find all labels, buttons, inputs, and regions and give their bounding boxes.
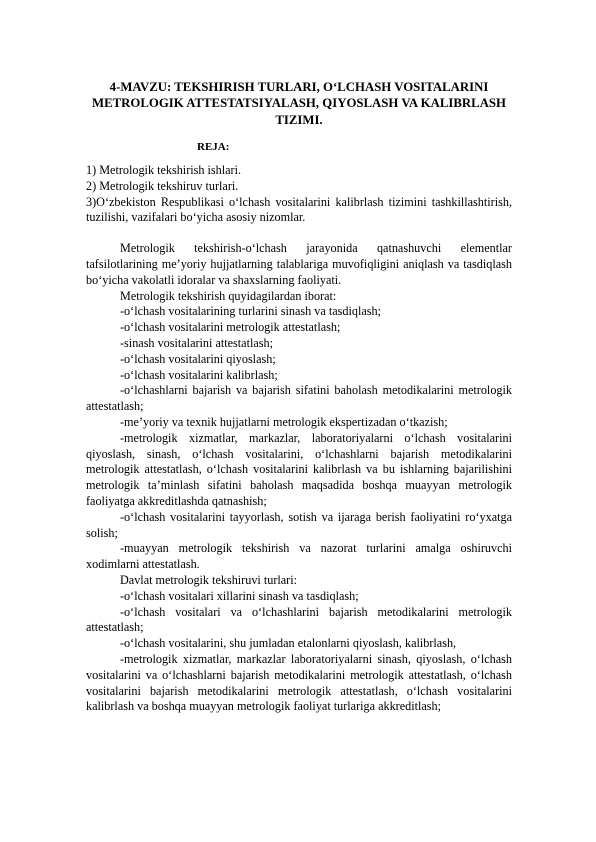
document-title: 4-MAVZU: TEKSHIRISH TURLARI, O‘LCHASH VOSITALARINI METROLOGIK ATTESTATSIYALASH, QIYOSLASH VA KALIBRLASH TIZIMI. [91, 80, 507, 127]
list-item: -o‘lchash vositalarini tayyorlash, sotish va ijaraga berish faoliyatini ro‘yxatga solish; [86, 509, 512, 540]
paragraph: Metrologik tekshirish-o‘lchash jarayonida qatnashuvchi elementlar tafsilotlarining me’yoriy hujjatlarning talablariga muvofiqligini aniqlash va tasdiqlash bo‘yicha vakolatli idoralar va shaxslarning faoliyati. [86, 241, 512, 287]
document-body [86, 163, 512, 715]
list-item: -sinash vositalarini attestatlash; [120, 335, 273, 350]
list-item: -metrologik xizmatlar, markazlar, laboratoriyalarni o‘lchash vositalarini qiyoslash, sinash, o‘lchash vositalarini, o‘lchashlarni bajarish metodikalarini metrologik attestatlash, o‘lchash vositalarini kalibrlash va bu ishlarning bajarilishini metrologik ta’minlash sifatini baholash maqsadida boshqa muayyan metrologik faoliyatga akkreditlashda qatnashish; [86, 430, 512, 508]
list-item: -o‘lchash vositalarini qiyoslash; [120, 351, 276, 366]
plan-item: 1) Metrologik tekshirish ishlari. [86, 163, 242, 177]
list-item: -o‘lchashlarni bajarish va bajarish sifatini baholash metodikalarini metrologik attestatlash; [86, 383, 512, 414]
list-item: -o‘lchash vositalarini, shu jumladan etalonlarni qiyoslash, kalibrlash, [120, 636, 457, 651]
list-item: -metrologik xizmatlar, markazlar laboratoriyalarni sinash, qiyoslash, o‘lchash vositalarini va o‘lchashlarni bajarish metodikalarini metrologik attestatlash, o‘lchash vositalarini bajarish metodikalarini metrologik attestatlash, o‘lchash vositalarini kalibrlash va boshqa muayyan metrologik faoliyat turlariga akkreditlash; [86, 651, 512, 714]
list-item: -me’yoriy va texnik hujjatlarni metrologik ekspertizadan o‘tkazish; [120, 414, 448, 429]
paragraph: Davlat metrologik tekshiruvi turlari: [120, 572, 298, 587]
list-item: -muayyan metrologik tekshirish va nazorat turlarini amalga oshiruvchi xodimlarni attestatlash. [86, 541, 512, 572]
paragraph: Metrologik tekshirish quyidagilardan iborat: [120, 288, 337, 303]
list-item: -o‘lchash vositalarini metrologik attestatlash; [120, 320, 341, 335]
list-item: -o‘lchash vositalarining turlarini sinash va tasdiqlash; [120, 304, 381, 319]
list-item: -o‘lchash vositalari xillarini sinash va tasdiqlash; [120, 588, 359, 603]
list-item: -o‘lchash vositalari va o‘lchashlarini bajarish metodikalarini metrologik attestatlash; [86, 604, 512, 635]
plan-heading: REJA: [197, 141, 230, 153]
plan-item: 3)O‘zbekiston Respublikasi o‘lchash vositalarini kalibrlash tizimini tashkillashtirish, tuzilishi, vazifalari bo‘yicha asosiy nizomlar. [86, 194, 512, 225]
list-item: -o‘lchash vositalarini kalibrlash; [120, 367, 278, 382]
spacer [86, 226, 512, 241]
plan-item: 2) Metrologik tekshiruv turlari. [86, 178, 239, 193]
